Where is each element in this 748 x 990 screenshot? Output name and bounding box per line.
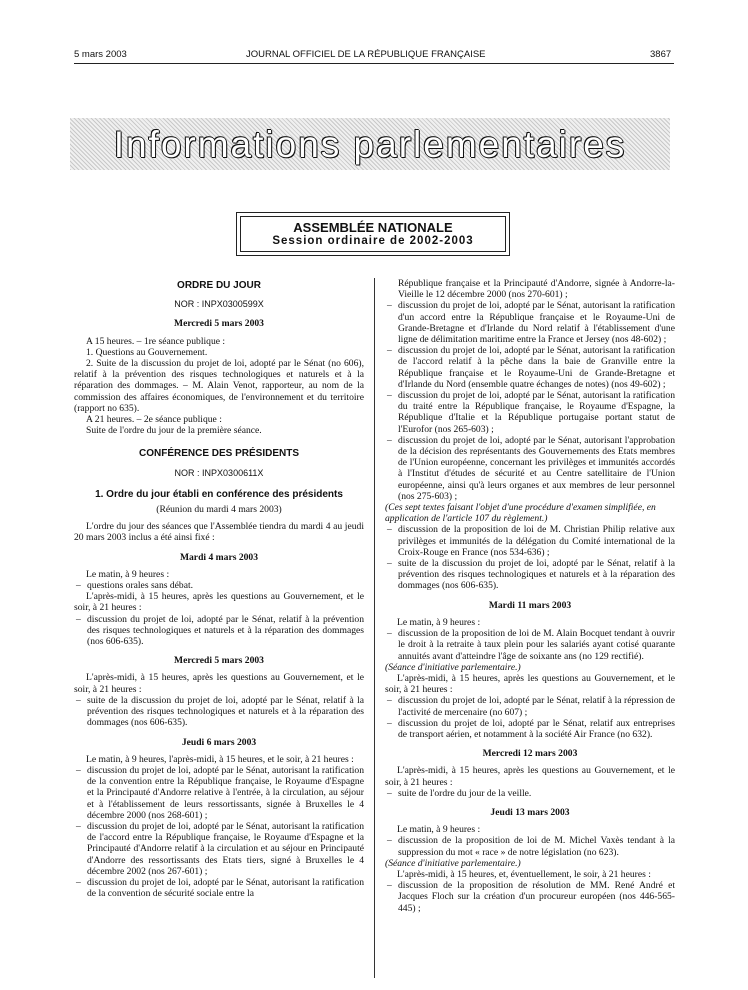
agenda-list bbox=[385, 835, 675, 857]
paragraph: A 15 heures. – 1re séance publique : bbox=[86, 335, 226, 347]
column-divider bbox=[374, 278, 375, 978]
date-heading: Jeudi 6 mars 2003 bbox=[181, 736, 257, 748]
agenda-list bbox=[385, 695, 675, 740]
initiative-note: (Séance d'initiative parlementaire.) bbox=[385, 857, 521, 869]
continued-paragraph: République française et la Principauté d'Andorre, signée à Andorre-la-Vieille le 12 décembre 2000 (nos 270-601) ; bbox=[398, 278, 675, 301]
date-heading: Mercredi 12 mars 2003 bbox=[482, 748, 578, 760]
header-date: 5 mars 2003 bbox=[74, 49, 127, 60]
paragraph: Le matin, à 9 heures : bbox=[397, 824, 481, 836]
list-item: – discussion de la proposition de loi de M. Michel Vaxès tendant à la suppression du mot « race » de notre législation (no 623). bbox=[398, 835, 675, 857]
paragraph: L'après-midi, à 15 heures, après les questions au Gouvernement, et le soir, à 21 heures : bbox=[385, 672, 675, 696]
list-item: – suite de la discussion du projet de loi, adopté par le Sénat, relatif à la prévention des risques technologiques et naturels et à la réparation des dommages (nos 606-635). bbox=[87, 695, 364, 729]
session-title: Session ordinaire de 2002-2003 bbox=[272, 235, 474, 247]
list-item: – suite de la discussion du projet de loi, adopté par le Sénat, relatif à la prévention des risques technologiques et naturels et à la réparation des dommages (nos 606-635). bbox=[398, 558, 675, 592]
subsection-heading: 1. Ordre du jour établi en conférence des présidents bbox=[95, 488, 343, 500]
assembly-box-inner bbox=[240, 216, 506, 252]
banner-title: Informations parlementaires bbox=[113, 124, 627, 165]
agenda-list bbox=[74, 765, 364, 899]
list-item: – discussion du projet de loi, adopté par le Sénat, autorisant la ratification de l'accord relatif à la pêche dans la baie de Granville entre la République française et le Royaume-Uni de Grande-Bretagne et d'Irlande du Nord (ensemble quatre échanges de notes) (nos 49-602) ; bbox=[398, 345, 675, 390]
paragraph: Suite de l'ordre du jour de la première séance. bbox=[86, 425, 262, 437]
agenda-list bbox=[74, 614, 364, 648]
procedure-note: (Ces sept textes faisant l'objet d'une procédure d'examen simplifiée, en application de l'article 107 du règlement.) bbox=[385, 502, 656, 525]
date-heading: Mercredi 5 mars 2003 bbox=[174, 318, 264, 330]
agenda-list bbox=[385, 788, 675, 799]
date-heading: Mardi 11 mars 2003 bbox=[488, 599, 572, 611]
list-item: – discussion du projet de loi, adopté par le Sénat, autorisant la ratification de la convention de sécurité sociale entre la bbox=[87, 877, 364, 899]
header-journal-title: JOURNAL OFFICIEL DE LA RÉPUBLIQUE FRANÇAISE bbox=[246, 49, 486, 60]
assembly-box bbox=[236, 212, 510, 256]
paragraph: Le matin, à 9 heures, l'après-midi, à 15 heures, et le soir, à 21 heures : bbox=[86, 753, 354, 765]
list-item: – suite de l'ordre du jour de la veille. bbox=[398, 788, 675, 799]
right-column bbox=[385, 278, 675, 914]
list-item: – discussion du projet de loi, adopté par le Sénat, autorisant la ratification d'un accord entre la République française et le Royaume-Uni de Grande-Bretagne et d'Irlande du Nord relatif à l'établissement d'une ligne de délimitation maritime entre la France et Jersey (nos 48-602) ; bbox=[398, 300, 675, 345]
nor-reference: NOR : INPX0300599X bbox=[174, 299, 264, 310]
list-item: – discussion du projet de loi, adopté par le Sénat, autorisant la ratification de l'accord entre la République française, le Royaume d'Espagne et la Principauté d'Andorre relatif à la circulation et au séjour en Principauté d'Andorre des ressortissants des Etats tiers, signé à Bruxelles le 4 décembre 2002 (nos 267-601) ; bbox=[87, 821, 364, 877]
list-item: – discussion de la proposition de résolution de MM. René André et Jacques Floch sur la création d'un procureur européen (nos 446-565-445) ; bbox=[398, 880, 675, 914]
assembly-title: ASSEMBLÉE NATIONALE bbox=[293, 220, 453, 235]
ordre-du-jour-heading: ORDRE DU JOUR bbox=[177, 280, 261, 291]
paragraph: L'ordre du jour des séances que l'Assemblée tiendra du mardi 4 au jeudi 20 mars 2003 inclus a été ainsi fixé : bbox=[74, 521, 364, 544]
paragraph: L'après-midi, à 15 heures, après les questions au Gouvernement, et le soir, à 21 heures : bbox=[74, 672, 364, 695]
list-item: – discussion de la proposition de loi de M. Alain Bocquet tendant à ouvrir le droit à la retraite à taux plein pour les salariés ayant cotisé quarante annuités avant d'atteindre l'âge de soixante ans (no 129 rectifié). bbox=[398, 628, 675, 662]
nor-reference: NOR : INPX0300611X bbox=[174, 467, 264, 478]
list-item: – discussion du projet de loi, adopté par le Sénat, relatif à la prévention des risques technologiques et naturels et à la réparation des dommages (nos 606-635). bbox=[87, 614, 364, 648]
section-banner bbox=[70, 118, 670, 170]
list-item: – discussion de la proposition de loi de M. Christian Philip relative aux privilèges et immunités de la délégation du Comité international de la Croix-Rouge en France (nos 534-636) ; bbox=[398, 524, 675, 558]
paragraph: L'après-midi, à 15 heures, après les questions au Gouvernement, et le soir, à 21 heures : bbox=[385, 765, 675, 788]
conference-heading: CONFÉRENCE DES PRÉSIDENTS bbox=[138, 448, 300, 460]
paragraph: L'après-midi, à 15 heures, et, éventuellement, le soir, à 21 heures : bbox=[397, 868, 651, 880]
left-column bbox=[74, 278, 364, 899]
agenda-list bbox=[385, 524, 675, 591]
list-item: – discussion du projet de loi, adopté par le Sénat, autorisant l'approbation de la décision des représentants des Gouvernements des Etats membres de l'Union européenne, concernant les privilèges et immunités accordés à l'Institut d'études de sécurité et au Centre satellitaire de l'Union européenne, ainsi qu'à leurs organes et aux membres de leur personnel (nos 275-603) ; bbox=[398, 435, 675, 502]
date-heading: Mercredi 5 mars 2003 bbox=[174, 655, 264, 667]
agenda-list bbox=[74, 580, 364, 591]
header-rule bbox=[74, 63, 674, 64]
list-item: – discussion du projet de loi, adopté par le Sénat, relatif aux entreprises de transport aérien, et notamment à la société Air France (no 632). bbox=[398, 718, 675, 740]
paragraph: Le matin, à 9 heures : bbox=[86, 568, 170, 580]
list-item: – questions orales sans débat. bbox=[87, 580, 364, 591]
paragraph: L'après-midi, à 15 heures, après les questions au Gouvernement, et le soir, à 21 heures : bbox=[74, 591, 364, 614]
date-heading: Mardi 4 mars 2003 bbox=[179, 551, 259, 563]
paragraph: A 21 heures. – 2e séance publique : bbox=[86, 414, 222, 426]
list-item: – discussion du projet de loi, adopté par le Sénat, relatif à la répression de l'activité de mercenaire (no 607) ; bbox=[398, 695, 675, 717]
paragraph: 2. Suite de la discussion du projet de loi, adopté par le Sénat (no 606), relatif à la prévention des risques technologiques et naturels et à la réparation des dommages. – M. Alain Venot, rapporteur, au nom de la commission des affaires économiques, de l'environnement et du territoire (rapport no 635). bbox=[74, 358, 364, 414]
paragraph: 1. Questions au Gouvernement. bbox=[86, 346, 208, 358]
agenda-list bbox=[385, 300, 675, 502]
paragraph: Le matin, à 9 heures : bbox=[397, 616, 481, 628]
list-item: – discussion du projet de loi, adopté par le Sénat, autorisant la ratification du traité entre la République française, le Royaume d'Espagne, la République d'Italie et la République portugaise portant statut de l'Eurofor (nos 265-603) ; bbox=[398, 390, 675, 435]
agenda-list bbox=[385, 628, 675, 662]
agenda-list bbox=[385, 880, 675, 914]
agenda-list bbox=[74, 695, 364, 729]
initiative-note: (Séance d'initiative parlementaire.) bbox=[385, 661, 521, 673]
meeting-date: (Réunion du mardi 4 mars 2003) bbox=[156, 504, 282, 516]
header-page-number: 3867 bbox=[650, 49, 672, 60]
list-item: – discussion du projet de loi, adopté par le Sénat, autorisant la ratification de la convention entre la République française, le Royaume d'Espagne et la Principauté d'Andorre relative à l'entrée, à la circulation, au séjour et à l'établissement de leurs ressortissants, signée à Bruxelles le 4 décembre 2000 (nos 268-601) ; bbox=[87, 765, 364, 821]
date-heading: Jeudi 13 mars 2003 bbox=[490, 806, 570, 818]
